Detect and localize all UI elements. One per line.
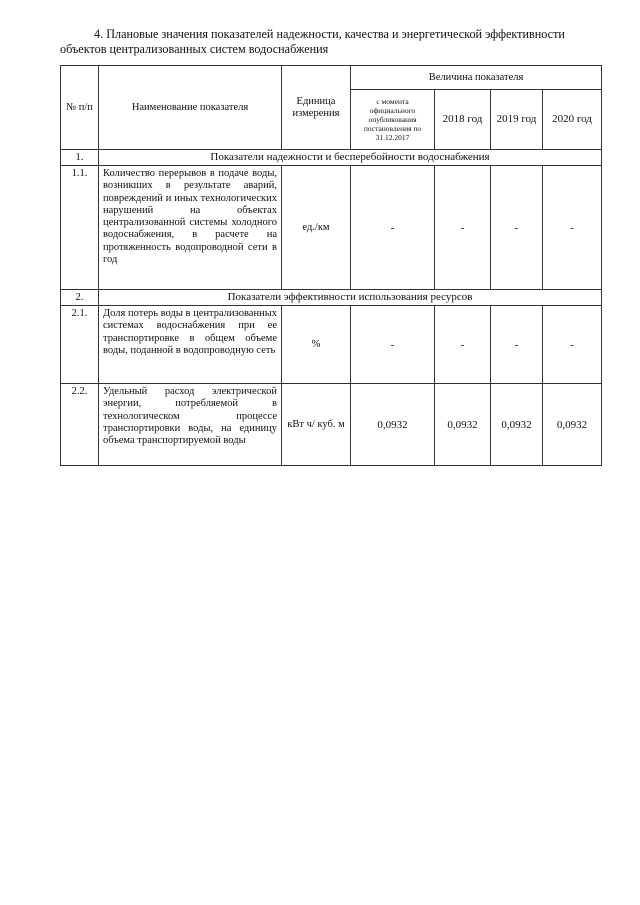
header-value-group: Величина показателя [351, 66, 602, 90]
row-value: - [491, 306, 543, 384]
header-col-2020: 2020 год [543, 90, 602, 150]
row-num: 1.1. [61, 166, 99, 290]
row-value: 0,0932 [351, 384, 435, 466]
row-value: - [351, 306, 435, 384]
row-num: 2.2. [61, 384, 99, 466]
row-num: 2.1. [61, 306, 99, 384]
row-value: 0,0932 [543, 384, 602, 466]
section-row-1 [61, 150, 602, 166]
header-col-2018: 2018 год [435, 90, 491, 150]
row-value: - [543, 166, 602, 290]
row-name: Удельный расход электрической энергии, потребляемой в технологическом процессе транспортировки воды, на единицу объема транспортируемой воды [99, 384, 282, 466]
row-value: - [351, 166, 435, 290]
table-row [61, 166, 602, 290]
section-num: 1. [61, 150, 99, 166]
header-num: № п/п [61, 66, 99, 150]
row-value: 0,0932 [435, 384, 491, 466]
row-unit: % [282, 306, 351, 384]
header-col-first: с момента официального опубликования постановления по 31.12.2017 [351, 90, 435, 150]
row-unit: кВт ч/ куб. м [282, 384, 351, 466]
section-row-2 [61, 290, 602, 306]
indicators-table [60, 65, 602, 466]
header-unit: Единица измерения [282, 66, 351, 150]
document-heading: 4. Плановые значения показателей надежности, качества и энергетической эффективности объектов централизованных систем водоснабжения [60, 27, 565, 56]
row-value: - [543, 306, 602, 384]
row-name: Количество перерывов в подаче воды, возникших в результате аварий, повреждений и иных технологических нарушений на объектах централизованной системы холодного водоснабжения, в расчете на протяженность водопроводной сети в год [99, 166, 282, 290]
row-name: Доля потерь воды в централизованных системах водоснабжения при ее транспортировке в общем объеме воды, поданной в водопроводную сеть [99, 306, 282, 384]
row-value: - [435, 306, 491, 384]
table-row [61, 306, 602, 384]
table-row [61, 384, 602, 466]
row-value: - [435, 166, 491, 290]
section-num: 2. [61, 290, 99, 306]
header-name: Наименование показателя [99, 66, 282, 150]
header-col-2019: 2019 год [491, 90, 543, 150]
row-value: 0,0932 [491, 384, 543, 466]
row-value: - [491, 166, 543, 290]
section-title: Показатели надежности и бесперебойности водоснабжения [99, 150, 602, 166]
section-title: Показатели эффективности использования ресурсов [99, 290, 602, 306]
row-unit: ед./км [282, 166, 351, 290]
